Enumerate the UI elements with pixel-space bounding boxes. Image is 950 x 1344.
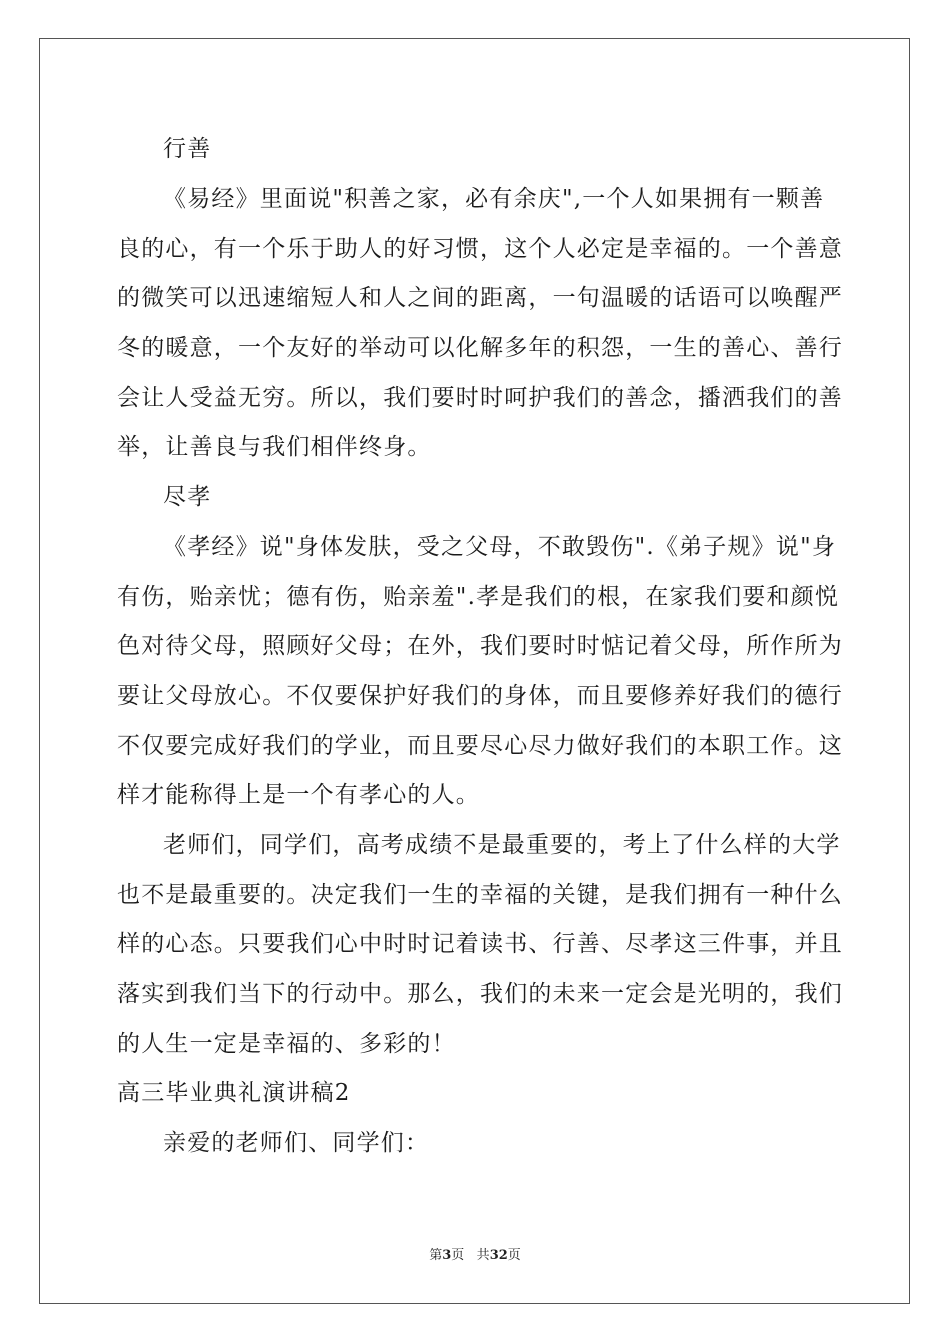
paragraph-line: 老师们，同学们，高考成绩不是最重要的，考上了什么样的大学 (163, 832, 841, 858)
paragraph-line: 的微笑可以迅速缩短人和人之间的距离，一句温暖的话语可以唤醒严 (117, 285, 843, 311)
paragraph-line: 有伤，贻亲忧；德有伤，贻亲羞".孝是我们的根，在家我们要和颜悦 (117, 584, 840, 610)
paragraph-line: 《孝经》说"身体发肤，受之父母，不敢毁伤".《弟子规》说"身 (163, 534, 837, 560)
paragraph-line: 《易经》里面说"积善之家，必有余庆",一个人如果拥有一颗善 (163, 186, 825, 212)
paragraph-line: 落实到我们当下的行动中。那么，我们的未来一定会是光明的，我们 (117, 981, 843, 1007)
total-suffix: 页 (507, 1248, 521, 1263)
paragraph-line: 也不是最重要的。决定我们一生的幸福的关键，是我们拥有一种什么 (117, 882, 843, 908)
total-prefix: 共 (476, 1248, 490, 1263)
paragraph-line: 良的心，有一个乐于助人的好习惯，这个人必定是幸福的。一个善意 (117, 236, 843, 262)
page-number: 3 (442, 1248, 452, 1263)
paragraph-line: 色对待父母，照顾好父母；在外，我们要时时惦记着父母，所作所为 (117, 633, 843, 659)
page-border (39, 38, 910, 1304)
paragraph-line: 会让人受益无穷。所以，我们要时时呵护我们的善念，播洒我们的善 (117, 385, 843, 411)
paragraph-line: 举，让善良与我们相伴终身。 (117, 434, 432, 460)
page-footer (0, 1244, 950, 1263)
paragraph-line: 冬的暖意，一个友好的举动可以化解多年的积怨，一生的善心、善行 (117, 335, 843, 361)
paragraph-line: 不仅要完成好我们的学业，而且要尽心尽力做好我们的本职工作。这 (117, 733, 843, 759)
paragraph-line: 的人生一定是幸福的、多彩的！ (117, 1031, 456, 1057)
heading-xingshan: 行善 (163, 136, 212, 162)
heading-jinxiao: 尽孝 (163, 484, 212, 510)
paragraph-line: 要让父母放心。不仅要保护好我们的身体，而且要修养好我们的德行 (117, 683, 843, 709)
paragraph-line: 样才能称得上是一个有孝心的人。 (117, 782, 480, 808)
salutation: 亲爱的老师们、同学们： (163, 1130, 430, 1156)
page-suffix: 页 (451, 1248, 465, 1263)
page-prefix: 第 (429, 1248, 443, 1263)
paragraph-line: 样的心态。只要我们心中时时记着读书、行善、尽孝这三件事，并且 (117, 931, 843, 957)
section-title: 高三毕业典礼演讲稿2 (117, 1080, 351, 1106)
total-pages: 32 (489, 1248, 508, 1263)
